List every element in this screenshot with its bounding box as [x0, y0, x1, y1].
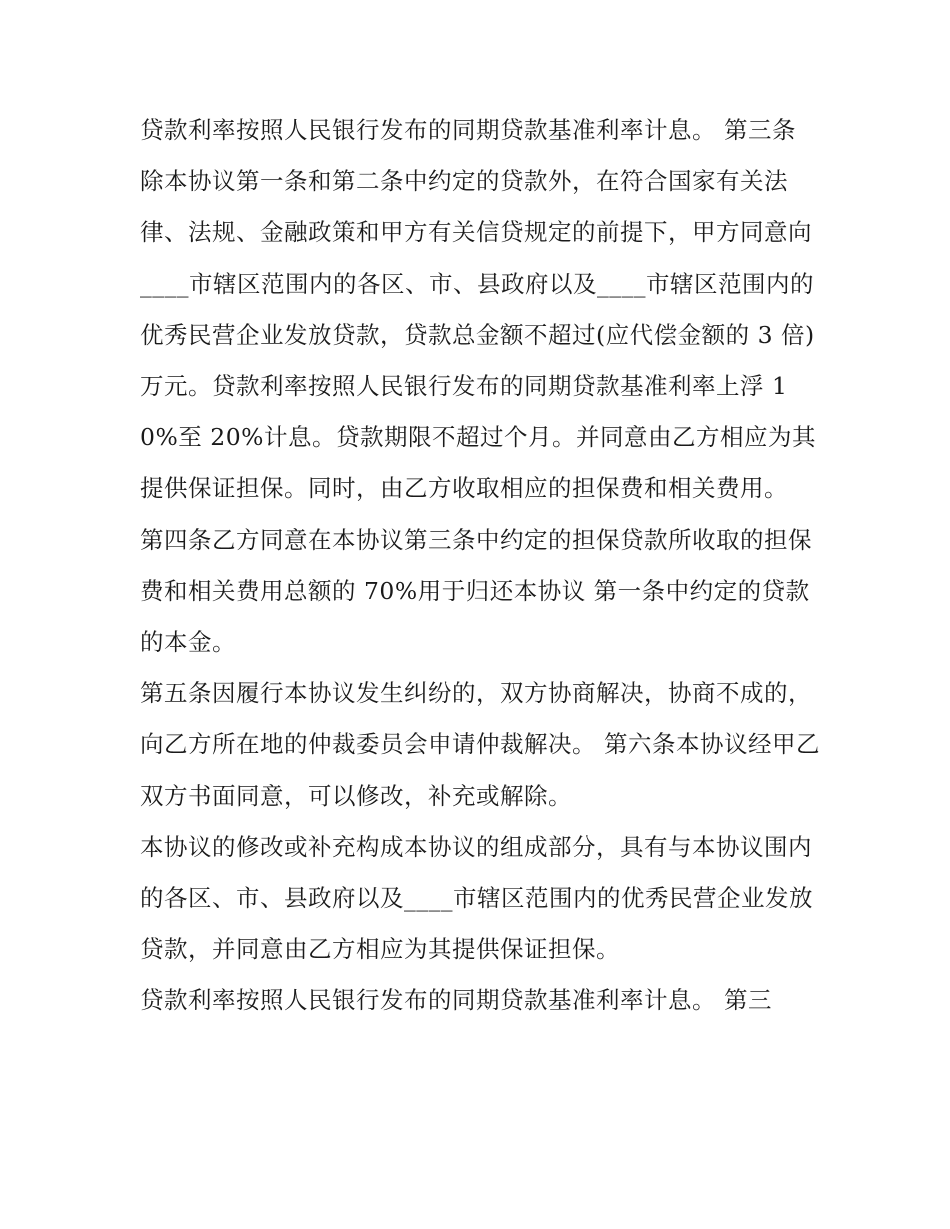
paragraph-amendments: 本协议的修改或补充构成本协议的组成部分，具有与本协议围内的各区、市、县政府以及____市辖区范围内的优秀民营企业发放贷款，并同意由乙方相应为其提供保证担保。 [140, 832, 813, 964]
paragraph-article-5-6: 第五条因履行本协议发生纠纷的，双方协商解决，协商不成的，向乙方所在地的仲裁委员会申请仲裁解决。 第六条本协议经甲乙双方书面同意，可以修改，补充或解除。 [140, 679, 820, 810]
paragraph-article-4: 第四条乙方同意在本协议第三条中约定的担保贷款所收取的担保费和相关费用总额的 70%用于归还本协议 第一条中约定的贷款的本金。 [140, 525, 812, 657]
paragraph-article-3-loans: 除本协议第一条和第二条中约定的贷款外，在符合国家有关法律、法规、金融政策和甲方有关信贷规定的前提下，甲方同意向____市辖区范围内的各区、市、县政府以及____市辖区范围内的优秀民营企业发放贷款，贷款总金额不超过(应代偿金额的 3 倍)万元。贷款利率按照人民银行发布的同期贷款基准利率上浮 10%至 20%计息。贷款期限不超过个月。并同意由乙方相应为其提供保证担保。同时，由乙方收取相应的担保费和相关费用。 [140, 167, 816, 503]
document-body [140, 105, 820, 1027]
paragraph-interest-rate-article-3: 贷款利率按照人民银行发布的同期贷款基准利率计息。 第三条 [140, 116, 796, 144]
paragraph-interest-rate-repeat: 贷款利率按照人民银行发布的同期贷款基准利率计息。 第三 [140, 986, 772, 1015]
